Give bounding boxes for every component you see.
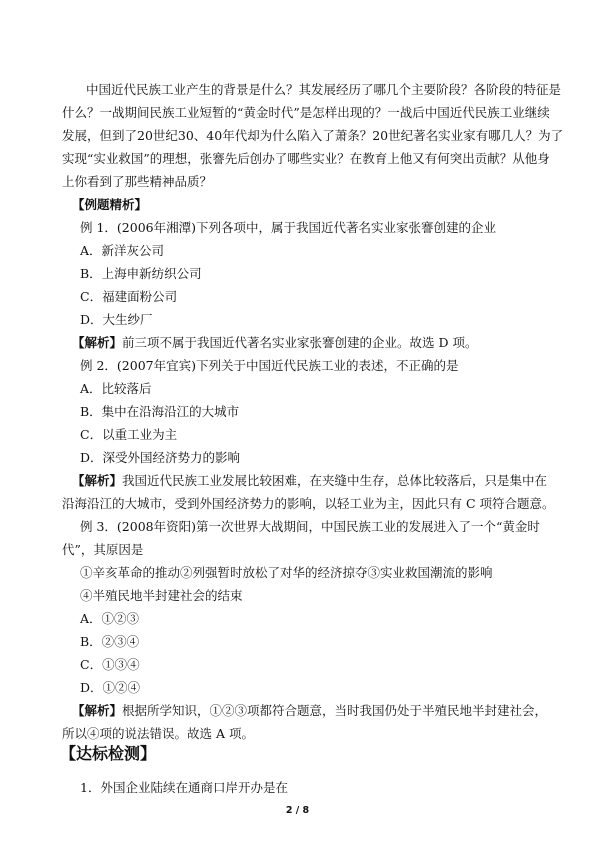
- intro-line-5: 上你看到了那些精神品质？: [62, 174, 213, 189]
- example-1-question: 例 1．(2006年湘潭)下列各项中，属于我国近代著名实业家张謇创建的企业: [80, 220, 496, 235]
- intro-line-1: 中国近代民族工业产生的背景是什么？其发展经历了哪几个主要阶段？各阶段的特征是: [86, 82, 562, 97]
- example-2-question: 例 2．(2007年宜宾)下列关于中国近代民族工业的表述，不正确的是: [80, 358, 459, 373]
- example-3-item-line-2: ④半殖民地半封建社会的结束: [80, 588, 243, 603]
- analysis-label: 【解析】: [72, 473, 123, 488]
- example-2-option-c: C．以重工业为主: [80, 427, 178, 442]
- intro-line-2: 什么？一战期间民族工业短暂的“黄金时代”是怎样出现的？一战后中国近代民族工业继续: [62, 105, 550, 120]
- analysis-text: 我国近代民族工业发展比较困难，在夹缝中生存，总体比较落后，只是集中在: [122, 473, 548, 488]
- example-3-analysis-line-2: 所以④项的说法错误。故选 A 项。: [62, 726, 254, 741]
- example-3-question-line-2: 代”，其原因是: [62, 542, 144, 557]
- example-1-option-a: A．新洋灰公司: [80, 243, 165, 258]
- example-3-option-d: D．①②④: [80, 680, 141, 695]
- example-3-option-b: B．②③④: [80, 634, 140, 649]
- intro-line-3: 发展，但到了20世纪30、40年代却为什么陷入了萧条？20世纪著名实业家有哪几人？为了: [62, 128, 564, 143]
- section-heading-examples: 【例题精析】: [72, 197, 148, 212]
- example-2-option-a: A．比较落后: [80, 381, 152, 396]
- example-1-analysis: [72, 335, 478, 351]
- example-3-item-line-1: ①辛亥革命的推动②列强暂时放松了对华的经济掠夺③实业救国潮流的影响: [80, 565, 493, 580]
- analysis-label: 【解析】: [72, 335, 123, 350]
- analysis-text: 根据所学知识，①②③项都符合题意，当时我国仍处于半殖民地半封建社会，: [122, 703, 548, 718]
- example-2-analysis-line-1: [72, 473, 547, 489]
- example-1-option-d: D．大生纱厂: [80, 312, 153, 327]
- example-3-option-a: A．①②③: [80, 611, 140, 626]
- example-3-question-line-1: 例 3．(2008年资阳)第一次世界大战期间，中国民族工业的发展进入了一个“黄金时: [80, 519, 540, 534]
- question-1: 1．外国企业陆续在通商口岸开办是在: [80, 780, 288, 795]
- example-1-option-b: B．上海申新纺织公司: [80, 266, 202, 281]
- example-2-option-d: D．深受外国经济势力的影响: [80, 450, 241, 465]
- analysis-text: 前三项不属于我国近代著名实业家张謇创建的企业。故选 D 项。: [122, 335, 478, 350]
- example-3-analysis-line-1: [72, 703, 547, 719]
- analysis-label: 【解析】: [72, 703, 123, 718]
- intro-line-4: 实现“实业救国”的理想，张謇先后创办了哪些实业？在教育上他又有何突出贡献？从他身: [62, 151, 550, 166]
- example-3-option-c: C．①③④: [80, 657, 140, 672]
- example-1-option-c: C．福建面粉公司: [80, 289, 178, 304]
- example-2-option-b: B．集中在沿海沿江的大城市: [80, 404, 240, 419]
- section-heading-test: 【达标检测】: [60, 744, 157, 763]
- page-number: 2 / 8: [285, 805, 310, 816]
- example-2-analysis-line-2: 沿海沿江的大城市，受到外国经济势力的影响，以轻工业为主，因此只有 C 项符合题意。: [62, 496, 555, 511]
